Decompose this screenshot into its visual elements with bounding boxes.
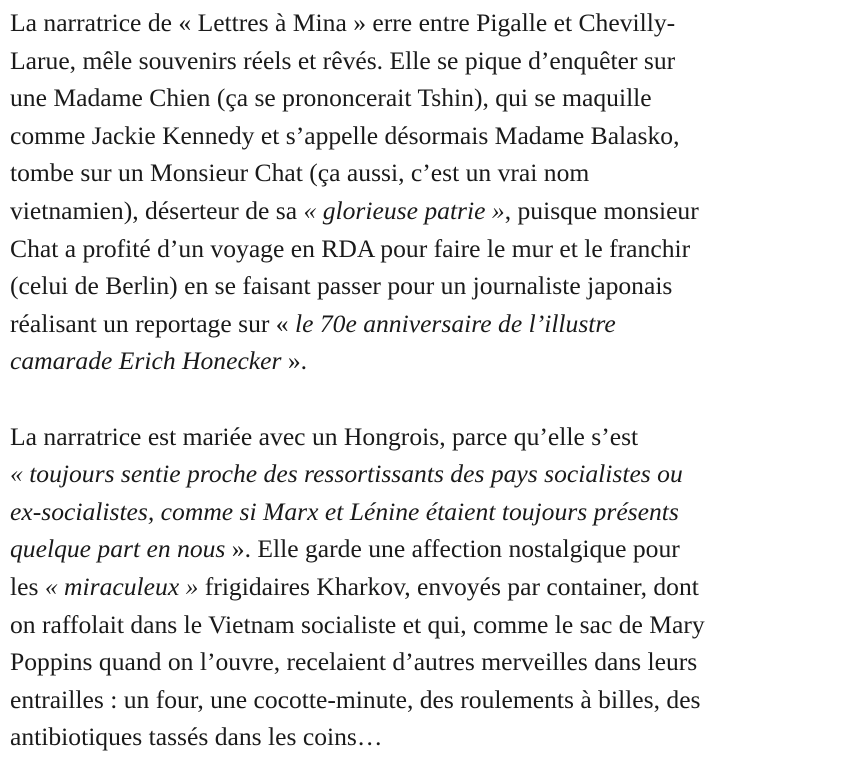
text-segment: vietnamien), déserteur de sa	[10, 195, 304, 225]
text-line	[10, 342, 846, 380]
text-segment: les	[10, 571, 45, 601]
text-line	[10, 718, 846, 756]
text-line	[10, 305, 846, 343]
text-segment: Larue, mêle souvenirs réels et rêvés. Elle se pique d’enquêter sur	[10, 45, 676, 75]
text-line	[10, 79, 846, 117]
text-line	[10, 418, 846, 456]
text-line	[10, 530, 846, 568]
text-segment: on raffolait dans le Vietnam socialiste et qui, comme le sac de Mary	[10, 609, 705, 639]
text-segment: ». Elle garde une affection nostalgique pour	[225, 534, 680, 564]
italic-quote: quelque part en nous	[10, 534, 226, 564]
text-line	[10, 568, 846, 606]
text-segment: antibiotiques tassés dans les coins…	[10, 722, 383, 752]
text-line	[10, 154, 846, 192]
italic-quote: ex-socialistes, comme si Marx et Lénine étaient toujours présents	[10, 496, 679, 526]
italic-quote: « glorieuse patrie »	[303, 195, 505, 225]
text-segment: ».	[281, 346, 308, 376]
text-segment: comme Jackie Kennedy et s’appelle désormais Madame Balasko,	[10, 120, 680, 150]
text-segment: réalisant un reportage sur «	[10, 308, 295, 338]
text-line	[10, 455, 846, 493]
text-segment: entrailles : un four, une cocotte-minute, des roulements à billes, des	[10, 684, 701, 714]
text-line	[10, 606, 846, 644]
paragraph	[10, 418, 846, 756]
text-line	[10, 681, 846, 719]
paragraph	[10, 4, 846, 380]
italic-quote: le 70e anniversaire de l’illustre	[294, 308, 616, 338]
italic-quote: camarade Erich Honecker	[10, 346, 282, 376]
italic-quote: « miraculeux »	[44, 571, 199, 601]
text-line	[10, 117, 846, 155]
text-line	[10, 493, 846, 531]
text-segment: Chat a profité d’un voyage en RDA pour faire le mur et le franchir	[10, 233, 691, 263]
text-line	[10, 230, 846, 268]
text-segment: (celui de Berlin) en se faisant passer pour un journaliste japonais	[10, 271, 673, 301]
text-segment: tombe sur un Monsieur Chat (ça aussi, c’est un vrai nom	[10, 158, 590, 188]
text-segment: Poppins quand on l’ouvre, recelaient d’autres merveilles dans leurs	[10, 647, 698, 677]
text-line	[10, 267, 846, 305]
text-segment: une Madame Chien (ça se prononcerait Tshin), qui se maquille	[10, 83, 652, 113]
text-segment: La narratrice est mariée avec un Hongrois, parce qu’elle s’est	[10, 421, 639, 451]
text-line	[10, 192, 846, 230]
text-segment: , puisque monsieur	[504, 195, 699, 225]
italic-quote: « toujours sentie proche des ressortissants des pays socialistes ou	[10, 459, 683, 489]
text-line	[10, 4, 846, 42]
text-line	[10, 42, 846, 80]
text-line	[10, 643, 846, 681]
text-segment: frigidaires Kharkov, envoyés par container, dont	[198, 571, 699, 601]
text-segment: La narratrice de « Lettres à Mina » erre entre Pigalle et Chevilly-	[10, 8, 676, 37]
